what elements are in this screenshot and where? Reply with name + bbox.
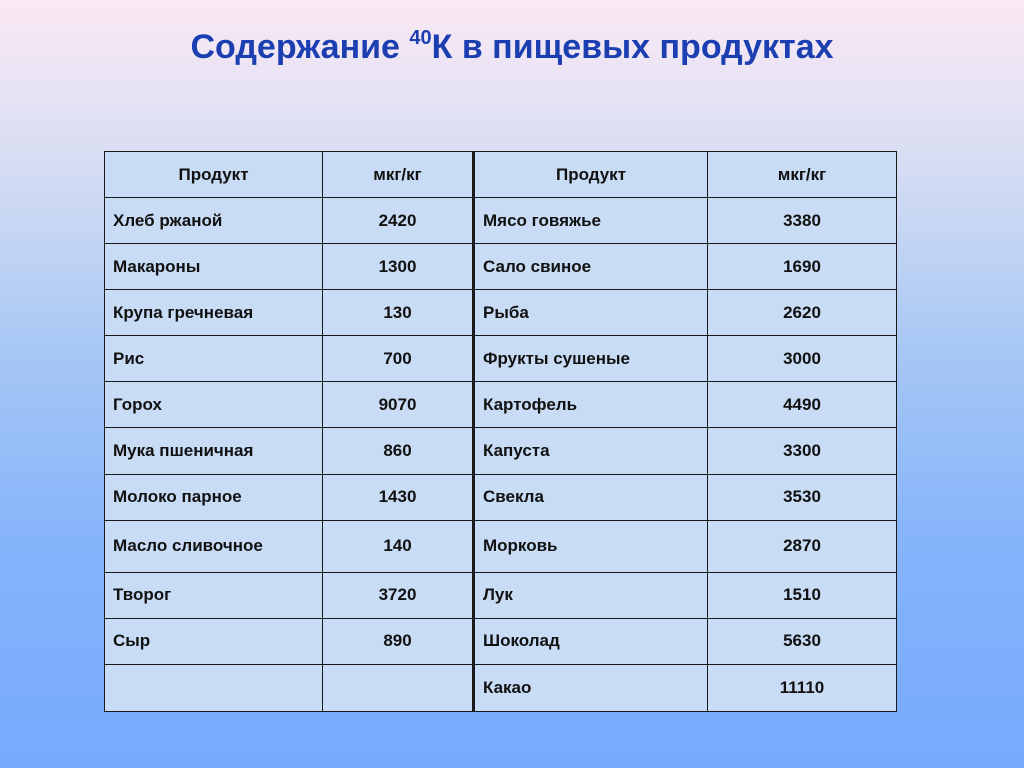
product-name-left [105, 664, 323, 711]
product-name-right: Картофель [474, 382, 708, 428]
potassium-table-container [104, 151, 896, 712]
table-row [105, 290, 897, 336]
table-row [105, 336, 897, 382]
product-name-right: Рыба [474, 290, 708, 336]
product-value-left: 3720 [323, 572, 474, 618]
product-value-left: 140 [323, 520, 474, 572]
product-name-left: Молоко парное [105, 474, 323, 520]
product-name-left: Мука пшеничная [105, 428, 323, 474]
table-row [105, 428, 897, 474]
product-name-right: Сало свиное [474, 244, 708, 290]
product-name-left: Рис [105, 336, 323, 382]
product-value-left: 1430 [323, 474, 474, 520]
product-name-right: Морковь [474, 520, 708, 572]
product-value-right: 2620 [708, 290, 897, 336]
product-name-left: Макароны [105, 244, 323, 290]
product-name-left: Горох [105, 382, 323, 428]
table-row [105, 382, 897, 428]
product-name-left: Творог [105, 572, 323, 618]
product-value-left: 9070 [323, 382, 474, 428]
product-name-right: Шоколад [474, 618, 708, 664]
header-unit-right: мкг/кг [708, 152, 897, 198]
product-value-left: 860 [323, 428, 474, 474]
table-row [105, 572, 897, 618]
header-product-left: Продукт [105, 152, 323, 198]
product-name-left: Хлеб ржаной [105, 198, 323, 244]
product-value-right: 3000 [708, 336, 897, 382]
table-row [105, 244, 897, 290]
table-row [105, 198, 897, 244]
product-value-left [323, 664, 474, 711]
title-superscript: 40 [409, 27, 432, 49]
product-value-left: 2420 [323, 198, 474, 244]
product-value-right: 3530 [708, 474, 897, 520]
product-value-right: 3380 [708, 198, 897, 244]
product-value-left: 700 [323, 336, 474, 382]
product-value-right: 2870 [708, 520, 897, 572]
product-name-right: Капуста [474, 428, 708, 474]
header-product-right: Продукт [474, 152, 708, 198]
header-unit-left: мкг/кг [323, 152, 474, 198]
product-name-left: Масло сливочное [105, 520, 323, 572]
title-suffix: К в пищевых продуктах [431, 28, 834, 66]
title-prefix: Содержание [190, 28, 410, 66]
product-name-right: Мясо говяжье [474, 198, 708, 244]
product-name-right: Свекла [474, 474, 708, 520]
product-name-right: Лук [474, 572, 708, 618]
product-name-left: Сыр [105, 618, 323, 664]
product-value-left: 130 [323, 290, 474, 336]
product-name-left: Крупа гречневая [105, 290, 323, 336]
table-row [105, 520, 897, 572]
product-value-right: 11110 [708, 664, 897, 711]
table-row [105, 664, 897, 711]
product-value-left: 1300 [323, 244, 474, 290]
slide-title [0, 28, 1024, 67]
table-header-row [105, 152, 897, 198]
product-value-right: 1510 [708, 572, 897, 618]
product-value-right: 5630 [708, 618, 897, 664]
table-row [105, 618, 897, 664]
table-row [105, 474, 897, 520]
potassium-content-table [104, 151, 897, 712]
product-value-right: 4490 [708, 382, 897, 428]
product-name-right: Какао [474, 664, 708, 711]
product-value-right: 1690 [708, 244, 897, 290]
product-value-left: 890 [323, 618, 474, 664]
product-value-right: 3300 [708, 428, 897, 474]
product-name-right: Фрукты сушеные [474, 336, 708, 382]
